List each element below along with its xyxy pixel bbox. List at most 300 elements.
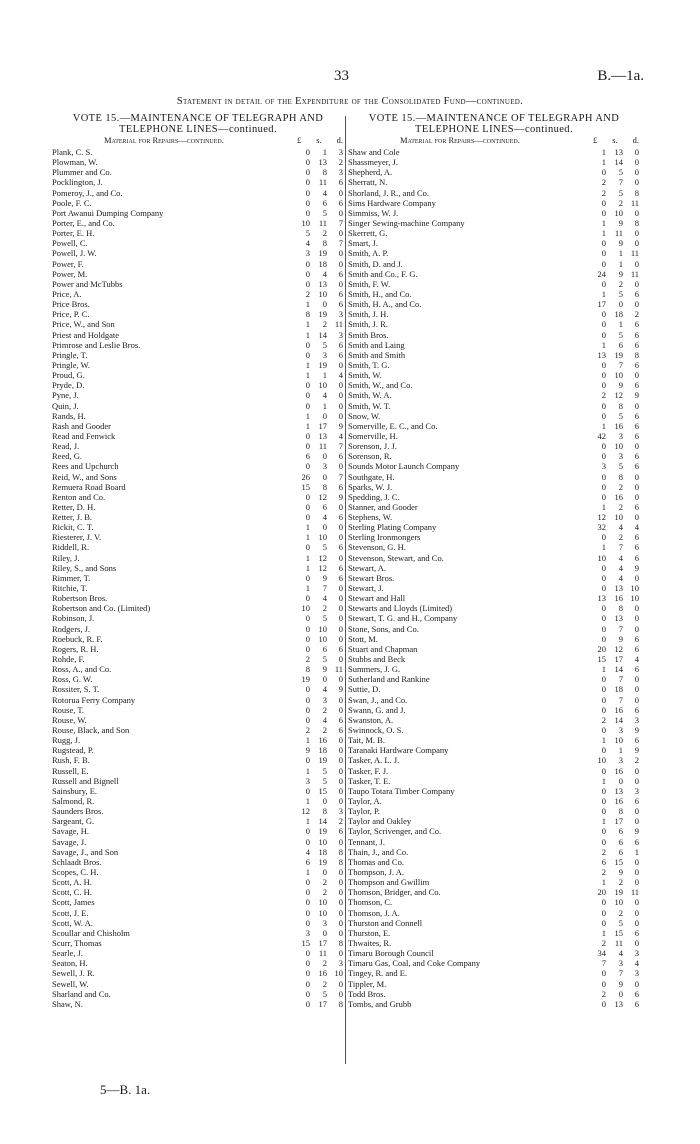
amount-shillings: 16	[318, 735, 327, 746]
table-row	[348, 177, 640, 187]
amount-pounds: 3	[601, 461, 606, 472]
amount-shillings: 4	[322, 268, 327, 279]
payee-name: Stone, Sons, and Co.	[348, 623, 419, 634]
table-row	[348, 695, 640, 705]
payee-name: Quin, J.	[52, 400, 79, 411]
amount-shillings: 9	[322, 572, 327, 583]
amount-shillings: 6	[618, 339, 623, 350]
amount-pence: 0	[634, 603, 639, 614]
table-row	[52, 999, 344, 1009]
payee-name: Shaw and Cole	[348, 147, 400, 157]
amount-pounds: 32	[597, 522, 606, 533]
payee-name: Smith, J. R.	[348, 319, 388, 330]
amount-pence: 7	[338, 238, 343, 249]
table-row	[52, 644, 344, 654]
amount-shillings: 10	[614, 897, 623, 908]
pence-header: d.	[336, 135, 343, 145]
amount-shillings: 2	[618, 877, 623, 888]
payee-name: Port Awanui Dumping Company	[52, 207, 164, 218]
amount-pounds: 6	[601, 856, 606, 867]
amount-shillings: 13	[614, 998, 623, 1009]
table-row	[52, 958, 344, 968]
amount-pounds: 0	[305, 542, 310, 553]
amount-pence: 0	[338, 501, 343, 512]
amount-pence: 6	[634, 532, 639, 543]
table-row	[348, 674, 640, 684]
amount-pounds: 0	[601, 258, 606, 269]
payee-name: Stewart, A.	[348, 562, 387, 573]
amount-pounds: 0	[305, 917, 310, 928]
amount-pounds: 0	[305, 714, 310, 725]
payee-name: Ross, G. W.	[52, 674, 93, 685]
amount-pounds: 0	[601, 836, 606, 847]
amount-shillings: 13	[318, 430, 327, 441]
amount-shillings: 19	[318, 359, 327, 370]
amount-pence: 0	[634, 866, 639, 877]
amount-shillings: 13	[614, 785, 623, 796]
amount-pounds: 3	[305, 248, 310, 259]
table-row	[52, 745, 344, 755]
table-row	[348, 157, 640, 167]
amount-pounds: 1	[601, 542, 606, 553]
payee-name: Saunders Bros.	[52, 806, 104, 817]
payee-name: Taranaki Hardware Company	[348, 745, 449, 756]
amount-pounds: 0	[305, 643, 310, 654]
amount-shillings: 3	[322, 461, 327, 472]
payee-name: Scurr, Thomas	[52, 937, 102, 948]
table-row	[348, 664, 640, 674]
amount-shillings: 18	[318, 846, 327, 857]
payee-name: Smith, W. A.	[348, 390, 392, 401]
payee-name: Stephens, W.	[348, 512, 393, 523]
amount-pence: 0	[338, 390, 343, 401]
table-row	[348, 360, 640, 370]
amount-pounds: 0	[601, 410, 606, 421]
amount-shillings: 12	[318, 552, 327, 563]
amount-pounds: 0	[601, 826, 606, 837]
amount-pence: 0	[338, 522, 343, 533]
payee-name: Sutherland and Rankine	[348, 674, 430, 685]
table-row	[348, 289, 640, 299]
amount-pence: 2	[634, 755, 639, 766]
payee-name: Retter, J. B.	[52, 512, 93, 523]
amount-shillings: 1	[322, 400, 327, 411]
amount-shillings: 6	[618, 826, 623, 837]
amount-pence: 6	[338, 288, 343, 299]
amount-pounds: 0	[305, 988, 310, 999]
table-row	[348, 248, 640, 258]
amount-pounds: 0	[305, 430, 310, 441]
amount-pounds: 12	[597, 512, 606, 523]
amount-pence: 0	[634, 816, 639, 827]
amount-pounds: 6	[305, 856, 310, 867]
payee-name: Rotorua Ferry Company	[52, 694, 136, 705]
payee-name: Stewart, T. G. and H., Company	[348, 613, 458, 624]
amount-shillings: 0	[322, 927, 327, 938]
amount-shillings: 3	[618, 430, 623, 441]
table-row	[52, 228, 344, 238]
amount-pounds: 3	[305, 927, 310, 938]
amount-shillings: 2	[322, 603, 327, 614]
amount-pence: 3	[338, 329, 343, 340]
amount-pence: 9	[338, 491, 343, 502]
amount-pounds: 0	[305, 380, 310, 391]
amount-shillings: 3	[322, 349, 327, 360]
amount-shillings: 10	[318, 623, 327, 634]
amount-shillings: 10	[318, 633, 327, 644]
amount-shillings: 18	[614, 309, 623, 320]
amount-pounds: 0	[601, 207, 606, 218]
amount-pence: 10	[630, 593, 639, 604]
payee-name: Swann, G. and J.	[348, 704, 406, 715]
amount-pounds: 0	[601, 978, 606, 989]
amount-shillings: 0	[322, 410, 327, 421]
amount-shillings: 7	[618, 359, 623, 370]
amount-pence: 6	[338, 542, 343, 553]
amount-pounds: 1	[305, 532, 310, 543]
pence-header: d.	[632, 135, 639, 145]
amount-pence: 0	[634, 877, 639, 888]
amount-pounds: 1	[305, 410, 310, 421]
amount-shillings: 6	[322, 643, 327, 654]
amount-pence: 6	[338, 197, 343, 208]
table-row	[348, 624, 640, 634]
payee-name: Scott, A. H.	[52, 877, 92, 888]
table-row	[348, 522, 640, 532]
amount-pounds: 0	[305, 593, 310, 604]
amount-pounds: 10	[597, 552, 606, 563]
amount-shillings: 18	[614, 684, 623, 695]
amount-pounds: 1	[305, 816, 310, 827]
payee-name: Thurston, E.	[348, 927, 391, 938]
payee-name: Sherratt, N.	[348, 177, 388, 188]
table-row	[348, 989, 640, 999]
amount-pounds: 0	[601, 238, 606, 249]
amount-shillings: 2	[322, 958, 327, 969]
payee-name: Tippler, M.	[348, 978, 387, 989]
table-row	[348, 806, 640, 816]
amount-pounds: 0	[305, 268, 310, 279]
table-row	[52, 766, 344, 776]
payee-name: Swan, J., and Co.	[348, 694, 408, 705]
payee-name: Poole, F. C.	[52, 197, 92, 208]
table-row	[348, 441, 640, 451]
payee-name: Scopes, C. H.	[52, 866, 99, 877]
amount-pounds: 0	[305, 877, 310, 888]
amount-pounds: 1	[305, 359, 310, 370]
amount-pence: 0	[634, 806, 639, 817]
amount-pence: 0	[634, 238, 639, 249]
table-row	[348, 725, 640, 735]
table-row	[348, 553, 640, 563]
table-row	[52, 573, 344, 583]
table-row	[348, 948, 640, 958]
payee-name: Savage, J.	[52, 836, 87, 847]
amount-pounds: 1	[601, 157, 606, 168]
table-row	[52, 198, 344, 208]
table-row	[52, 968, 344, 978]
table-row	[52, 218, 344, 228]
document-reference: B.—1a.	[597, 68, 644, 84]
amount-shillings: 16	[614, 796, 623, 806]
table-row	[52, 401, 344, 411]
amount-shillings: 3	[618, 755, 623, 766]
amount-shillings: 11	[614, 937, 623, 948]
amount-pounds: 0	[601, 491, 606, 502]
amount-pence: 4	[634, 958, 639, 969]
amount-pounds: 0	[601, 603, 606, 614]
amount-pounds: 0	[601, 623, 606, 634]
left-entries	[52, 147, 344, 1009]
amount-shillings: 8	[322, 167, 327, 178]
amount-pounds: 24	[597, 268, 606, 279]
payee-name: Shaw, N.	[52, 998, 83, 1009]
amount-pounds: 4	[305, 238, 310, 249]
table-row	[348, 330, 640, 340]
amount-pounds: 0	[601, 380, 606, 391]
amount-pence: 0	[634, 684, 639, 695]
amount-pounds: 0	[601, 572, 606, 583]
amount-shillings: 4	[322, 390, 327, 401]
amount-pence: 6	[634, 704, 639, 715]
payee-name: Skerrett, G.	[348, 228, 388, 239]
payee-name: Tasker, T. E.	[348, 775, 391, 786]
amount-pence: 0	[634, 937, 639, 948]
amount-pence: 0	[338, 583, 343, 594]
amount-pence: 6	[634, 329, 639, 340]
amount-shillings: 5	[618, 329, 623, 340]
amount-pence: 6	[338, 643, 343, 654]
payee-name: Somerville, H.	[348, 430, 398, 441]
amount-shillings: 13	[318, 157, 327, 168]
amount-pence: 6	[634, 998, 639, 1009]
amount-pence: 0	[338, 755, 343, 766]
payee-name: Power, F.	[52, 258, 84, 269]
amount-pounds: 0	[601, 278, 606, 289]
amount-shillings: 13	[614, 583, 623, 594]
amount-pounds: 5	[305, 228, 310, 239]
payee-name: Todd Bros.	[348, 988, 386, 999]
payee-name: Sterling Plating Company	[348, 522, 437, 533]
table-row	[52, 826, 344, 836]
payee-name: Singer Sewing-machine Company	[348, 217, 465, 228]
amount-shillings: 10	[614, 370, 623, 381]
payee-name: Shassmeyer, J.	[348, 157, 398, 168]
amount-shillings: 10	[614, 735, 623, 746]
table-row	[52, 583, 344, 593]
amount-pounds: 0	[601, 359, 606, 370]
table-row	[348, 857, 640, 867]
payee-name: Smith, W., and Co.	[348, 380, 413, 391]
payee-name: Stewart and Hall	[348, 593, 406, 604]
amount-pounds: 2	[601, 846, 606, 857]
amount-pounds: 8	[305, 309, 310, 320]
amount-pounds: 15	[597, 654, 606, 665]
table-row	[52, 877, 344, 887]
payee-name: Smith, A. P.	[348, 248, 389, 259]
amount-shillings: 9	[618, 866, 623, 877]
payee-name: Scott, James	[52, 897, 95, 908]
table-row	[348, 958, 640, 968]
table-row	[348, 634, 640, 644]
amount-shillings: 10	[614, 207, 623, 218]
amount-pounds: 1	[601, 217, 606, 228]
amount-shillings: 5	[322, 654, 327, 665]
payee-name: Rouse, Black, and Son	[52, 725, 130, 736]
amount-pence: 0	[338, 674, 343, 685]
amount-pounds: 2	[305, 654, 310, 665]
amount-pence: 0	[338, 400, 343, 411]
table-row	[348, 461, 640, 471]
amount-shillings: 5	[618, 410, 623, 421]
amount-shillings: 0	[618, 988, 623, 999]
table-row	[52, 259, 344, 269]
amount-pence: 6	[634, 735, 639, 746]
payee-name: Snow, W.	[348, 410, 381, 421]
amount-pence: 2	[634, 309, 639, 320]
table-row	[52, 542, 344, 552]
payee-name: Pryde, D.	[52, 380, 85, 391]
payee-name: Price, W., and Son	[52, 319, 115, 330]
table-row	[348, 877, 640, 887]
amount-pence: 0	[338, 927, 343, 938]
table-row	[348, 259, 640, 269]
table-row	[348, 401, 640, 411]
table-row	[52, 553, 344, 563]
amount-shillings: 3	[618, 725, 623, 736]
amount-pence: 6	[338, 177, 343, 188]
amount-shillings: 1	[618, 745, 623, 756]
amount-pounds: 0	[601, 897, 606, 908]
amount-pounds: 2	[305, 725, 310, 736]
amount-shillings: 2	[618, 501, 623, 512]
amount-pounds: 0	[305, 623, 310, 634]
amount-pounds: 0	[601, 684, 606, 695]
table-row	[348, 269, 640, 279]
amount-shillings: 2	[322, 978, 327, 989]
table-row	[52, 319, 344, 329]
amount-pence: 6	[634, 552, 639, 563]
amount-pounds: 1	[305, 552, 310, 563]
amount-shillings: 10	[318, 532, 327, 543]
payee-name: Rouse, W.	[52, 714, 87, 725]
amount-shillings: 19	[318, 309, 327, 320]
amount-pence: 0	[634, 177, 639, 188]
amount-shillings: 16	[614, 704, 623, 715]
amount-pounds: 0	[305, 278, 310, 289]
payee-name: Price Bros.	[52, 299, 90, 310]
amount-pence: 6	[634, 359, 639, 370]
amount-shillings: 2	[322, 319, 327, 330]
page-number: 33	[334, 68, 349, 84]
table-row	[52, 786, 344, 796]
amount-pence: 0	[338, 258, 343, 269]
payee-name: Rohde, F.	[52, 654, 85, 665]
table-row	[52, 664, 344, 674]
amount-pounds: 0	[601, 917, 606, 928]
amount-pence: 0	[338, 866, 343, 877]
payee-name: Stewart, J.	[348, 583, 384, 594]
amount-shillings: 9	[322, 664, 327, 675]
table-row	[348, 826, 640, 836]
table-row	[52, 796, 344, 806]
amount-pounds: 1	[601, 228, 606, 239]
payee-name: Stewarts and Lloyds (Limited)	[348, 603, 453, 614]
amount-pence: 0	[338, 745, 343, 756]
amount-shillings: 10	[614, 441, 623, 452]
table-row	[348, 380, 640, 390]
table-row	[348, 887, 640, 897]
amount-pounds: 3	[305, 775, 310, 786]
amount-pounds: 0	[601, 400, 606, 411]
payee-name: Searle, J.	[52, 948, 83, 959]
table-row	[52, 897, 344, 907]
table-row	[52, 441, 344, 451]
amount-pounds: 0	[305, 339, 310, 350]
amount-shillings: 4	[618, 572, 623, 583]
amount-shillings: 12	[614, 643, 623, 654]
payee-name: Swanston, A.	[348, 714, 394, 725]
amount-pence: 0	[338, 410, 343, 421]
amount-pence: 0	[634, 775, 639, 786]
payee-name: Thomas and Co.	[348, 856, 404, 867]
amount-pence: 0	[634, 623, 639, 634]
amount-pence: 0	[634, 400, 639, 411]
amount-pounds: 26	[301, 471, 310, 482]
amount-pounds: 0	[305, 187, 310, 198]
table-row	[52, 755, 344, 765]
table-row	[348, 816, 640, 826]
payee-name: Pringle, W.	[52, 359, 91, 370]
amount-shillings: 13	[614, 147, 623, 157]
amount-pounds: 0	[305, 897, 310, 908]
amount-pence: 7	[338, 441, 343, 452]
amount-pence: 0	[634, 471, 639, 482]
amount-pence: 0	[634, 856, 639, 867]
table-row	[52, 269, 344, 279]
amount-pounds: 0	[601, 329, 606, 340]
amount-pence: 0	[338, 552, 343, 563]
amount-shillings: 4	[618, 522, 623, 533]
amount-pounds: 1	[305, 583, 310, 594]
amount-pence: 6	[338, 339, 343, 350]
payee-name: Rogers, R. H.	[52, 643, 99, 654]
amount-pounds: 1	[601, 288, 606, 299]
amount-shillings: 8	[618, 806, 623, 817]
payee-name: Porter, E. H.	[52, 228, 95, 239]
payee-name: Reid, W., and Sons	[52, 471, 117, 482]
amount-pence: 0	[634, 765, 639, 776]
amount-pence: 0	[338, 887, 343, 898]
amount-pounds: 17	[597, 299, 606, 310]
amount-shillings: 2	[322, 877, 327, 888]
amount-pounds: 0	[305, 613, 310, 624]
amount-pounds: 0	[305, 684, 310, 695]
amount-pounds: 0	[601, 562, 606, 573]
amount-shillings: 7	[618, 542, 623, 553]
amount-pence: 0	[634, 441, 639, 452]
table-row	[348, 837, 640, 847]
amount-shillings: 12	[614, 390, 623, 401]
payee-name: Sorenson, R.	[348, 451, 392, 462]
table-row	[52, 208, 344, 218]
amount-pence: 3	[634, 948, 639, 959]
amount-pence: 0	[338, 623, 343, 634]
table-row	[52, 340, 344, 350]
amount-shillings: 5	[618, 167, 623, 178]
amount-pence: 0	[338, 988, 343, 999]
table-row	[52, 360, 344, 370]
